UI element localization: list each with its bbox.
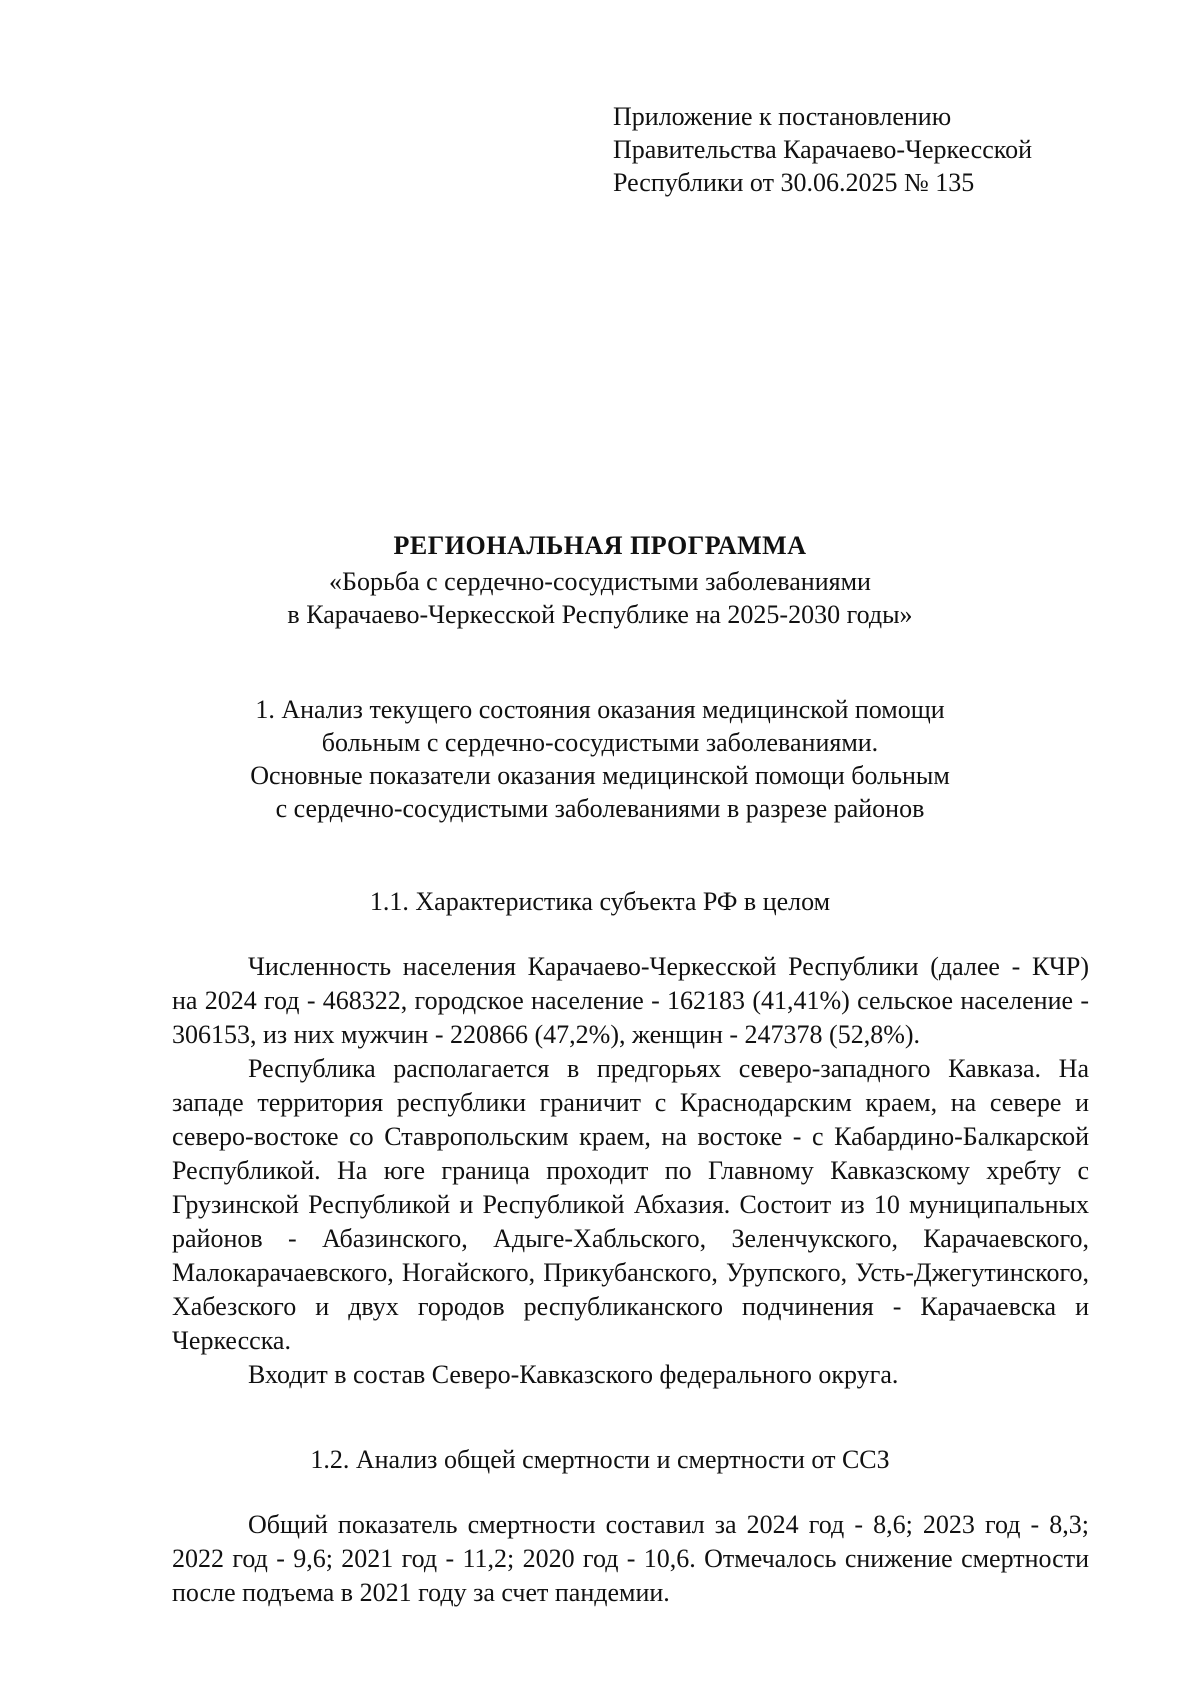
program-title-text: РЕГИОНАЛЬНАЯ ПРОГРАММА (393, 531, 807, 560)
appendix-header (613, 100, 1032, 199)
subsection-1-1-heading-text: 1.1. Характеристика субъекта РФ в целом (369, 887, 831, 916)
section-1-heading-line-2: больным с сердечно-сосудистыми заболеваниями. (321, 728, 879, 757)
program-subtitle (150, 565, 1050, 631)
mortality-paragraph: Общий показатель смертности составил за 2024 год - 8,6; 2023 год - 8,3; 2022 год - 9,6; 2021 год - 11,2; 2020 год - 10,6. Отмечалось снижение смертности после подъема в 2021 году за счет пандемии. (172, 1510, 1089, 1607)
program-title (150, 529, 1050, 562)
federal-district-paragraph: Входит в состав Северо-Кавказского федерального округа. (248, 1360, 899, 1389)
appendix-line-1: Приложение к постановлению (613, 102, 952, 131)
subsection-1-2-body (172, 1508, 1089, 1610)
program-subtitle-line-2: в Карачаево-Черкесской Республике на 2025-2030 годы» (287, 600, 913, 629)
section-1-heading (150, 693, 1050, 825)
subsection-1-2-heading (150, 1443, 1050, 1476)
program-subtitle-line-1: «Борьба с сердечно-сосудистыми заболеваниями (329, 567, 871, 596)
subsection-1-1-body (172, 950, 1089, 1392)
section-1-heading-line-3: Основные показатели оказания медицинской помощи больным (250, 761, 950, 790)
section-1-heading-line-4: с сердечно-сосудистыми заболеваниями в разрезе районов (275, 794, 925, 823)
population-paragraph: Численность населения Карачаево-Черкесской Республики (далее - КЧР) на 2024 год - 468322, городское население - 162183 (41,41%) сельское население - 306153, из них мужчин - 220866 (47,2%), женщин - 247378 (52,8%). (172, 952, 1089, 1049)
section-1-heading-line-1: 1. Анализ текущего состояния оказания медицинской помощи (255, 695, 945, 724)
geography-paragraph: Республика располагается в предгорьях северо-западного Кавказа. На западе территория республики граничит с Краснодарским краем, на севере и северо-востоке со Ставропольским краем, на востоке - с Кабардино-Балкарской Республикой. На юге граница проходит по Главному Кавказскому хребту с Грузинской Республикой и Республикой Абхазия. Состоит из 10 муниципальных районов - Абазинского, Адыге-Хабльского, Зеленчукского, Карачаевского, Малокарачаевского, Ногайского, Прикубанского, Урупского, Усть-Джегутинского, Хабезского и двух городов республиканского подчинения - Карачаевска и Черкесска. (172, 1054, 1089, 1355)
appendix-line-3: Республики от 30.06.2025 № 135 (613, 168, 975, 197)
subsection-1-2-heading-text: 1.2. Анализ общей смертности и смертности от ССЗ (310, 1445, 890, 1474)
appendix-line-2: Правительства Карачаево-Черкесской (613, 135, 1032, 164)
subsection-1-1-heading (150, 885, 1050, 918)
